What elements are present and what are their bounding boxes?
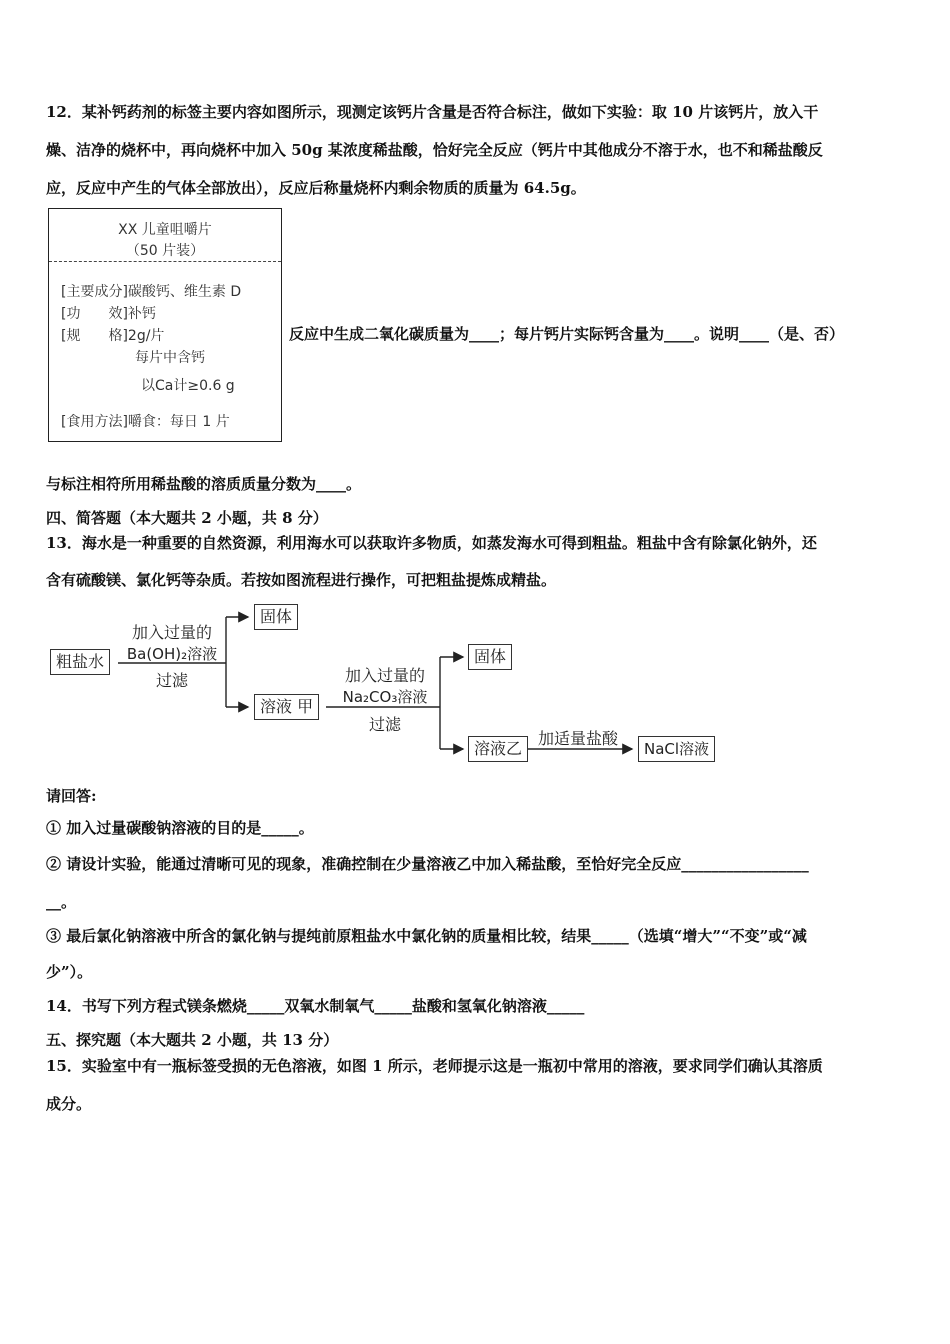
label-content-1: 每片中含钙 <box>135 350 205 366</box>
section5-heading: 五、探究题（本大题共 2 小题，共 13 分） <box>46 1031 339 1049</box>
node-solution-b: 溶液乙 <box>468 736 528 762</box>
label-usage: [食用方法]嚼食：每日 1 片 <box>61 414 230 430</box>
node-solid-2: 固体 <box>468 644 512 670</box>
label-title: XX 儿童咀嚼片 <box>118 222 212 238</box>
step2-add-label: 加入过量的 <box>344 666 425 685</box>
step3-label: 加适量盐酸 <box>537 729 618 748</box>
q12-line1: 12．某补钙药剂的标签主要内容如图所示，现测定该钙片含量是否符合标注，做如下实验：取 10 片该钙片，放入干 <box>46 103 819 121</box>
label-subtitle: （50 片装） <box>125 243 205 259</box>
q13-sub2-cont: __。 <box>46 893 77 911</box>
q13-sub3-cont: 少”）。 <box>46 963 93 981</box>
label-ingredients: [主要成分]碳酸钙、维生素 D <box>61 284 242 300</box>
step2-reagent: Na₂CO₃溶液 <box>342 688 428 706</box>
label-spec: [规 格]2g/片 <box>61 328 165 344</box>
q12-side-text: 反应中生成二氧化碳质量为____；每片钙片实际钙含量为____。说明____（是、否） <box>289 325 845 343</box>
step1-filter: 过滤 <box>155 671 188 690</box>
q12-line4: 与标注相符所用稀盐酸的溶质质量分数为____。 <box>46 475 362 493</box>
q12-line3: 应，反应中产生的气体全部放出），反应后称量烧杯内剩余物质的质量为 64.5g。 <box>46 179 586 197</box>
step1-add-label: 加入过量的 <box>131 623 212 642</box>
q13-ask: 请回答: <box>46 787 97 805</box>
q15-line2: 成分。 <box>46 1095 92 1113</box>
label-effect: [功 效]补钙 <box>61 306 156 322</box>
section4-heading: 四、简答题（本大题共 2 小题，共 8 分） <box>46 509 328 527</box>
node-nacl-solution: NaCl溶液 <box>638 736 715 762</box>
q13-sub2: ② 请设计实验，能通过清晰可见的现象，准确控制在少量溶液乙中加入稀盐酸，至恰好完全反应_________________ <box>46 855 809 873</box>
q15-line1: 15．实验室中有一瓶标签受损的无色溶液，如图 1 所示，老师提示这是一瓶初中常用的溶液，要求同学们确认其溶质 <box>46 1057 823 1075</box>
q13-sub3: ③ 最后氯化钠溶液中所含的氯化钠与提纯前原粗盐水中氯化钠的质量相比较，结果_____（选填“增大”“不变”或“减 <box>46 927 807 945</box>
node-crude-brine: 粗盐水 <box>50 649 110 675</box>
node-solid-1: 固体 <box>254 604 298 630</box>
step2-filter: 过滤 <box>368 715 401 734</box>
step1-reagent: Ba(OH)₂溶液 <box>126 645 218 663</box>
q13-sub1: ① 加入过量碳酸钠溶液的目的是_____。 <box>46 819 314 837</box>
q13-line2: 含有硫酸镁、氯化钙等杂质。若按如图流程进行操作，可把粗盐提炼成精盐。 <box>46 571 557 589</box>
q12-line2: 燥、洁净的烧杯中，再向烧杯中加入 50g 某浓度稀盐酸，恰好完全反应（钙片中其他成分不溶于水，也不和稀盐酸反 <box>46 141 823 159</box>
q13-line1: 13．海水是一种重要的自然资源，利用海水可以获取许多物质，如蒸发海水可得到粗盐。粗盐中含有除氯化钠外，还 <box>46 534 817 552</box>
node-solution-a: 溶液 甲 <box>254 694 319 720</box>
label-content-2: 以Ca计≥0.6 g <box>141 378 235 394</box>
q14: 14．书写下列方程式镁条燃烧_____双氧水制氧气_____盐酸和氢氧化钠溶液_____ <box>46 997 585 1015</box>
